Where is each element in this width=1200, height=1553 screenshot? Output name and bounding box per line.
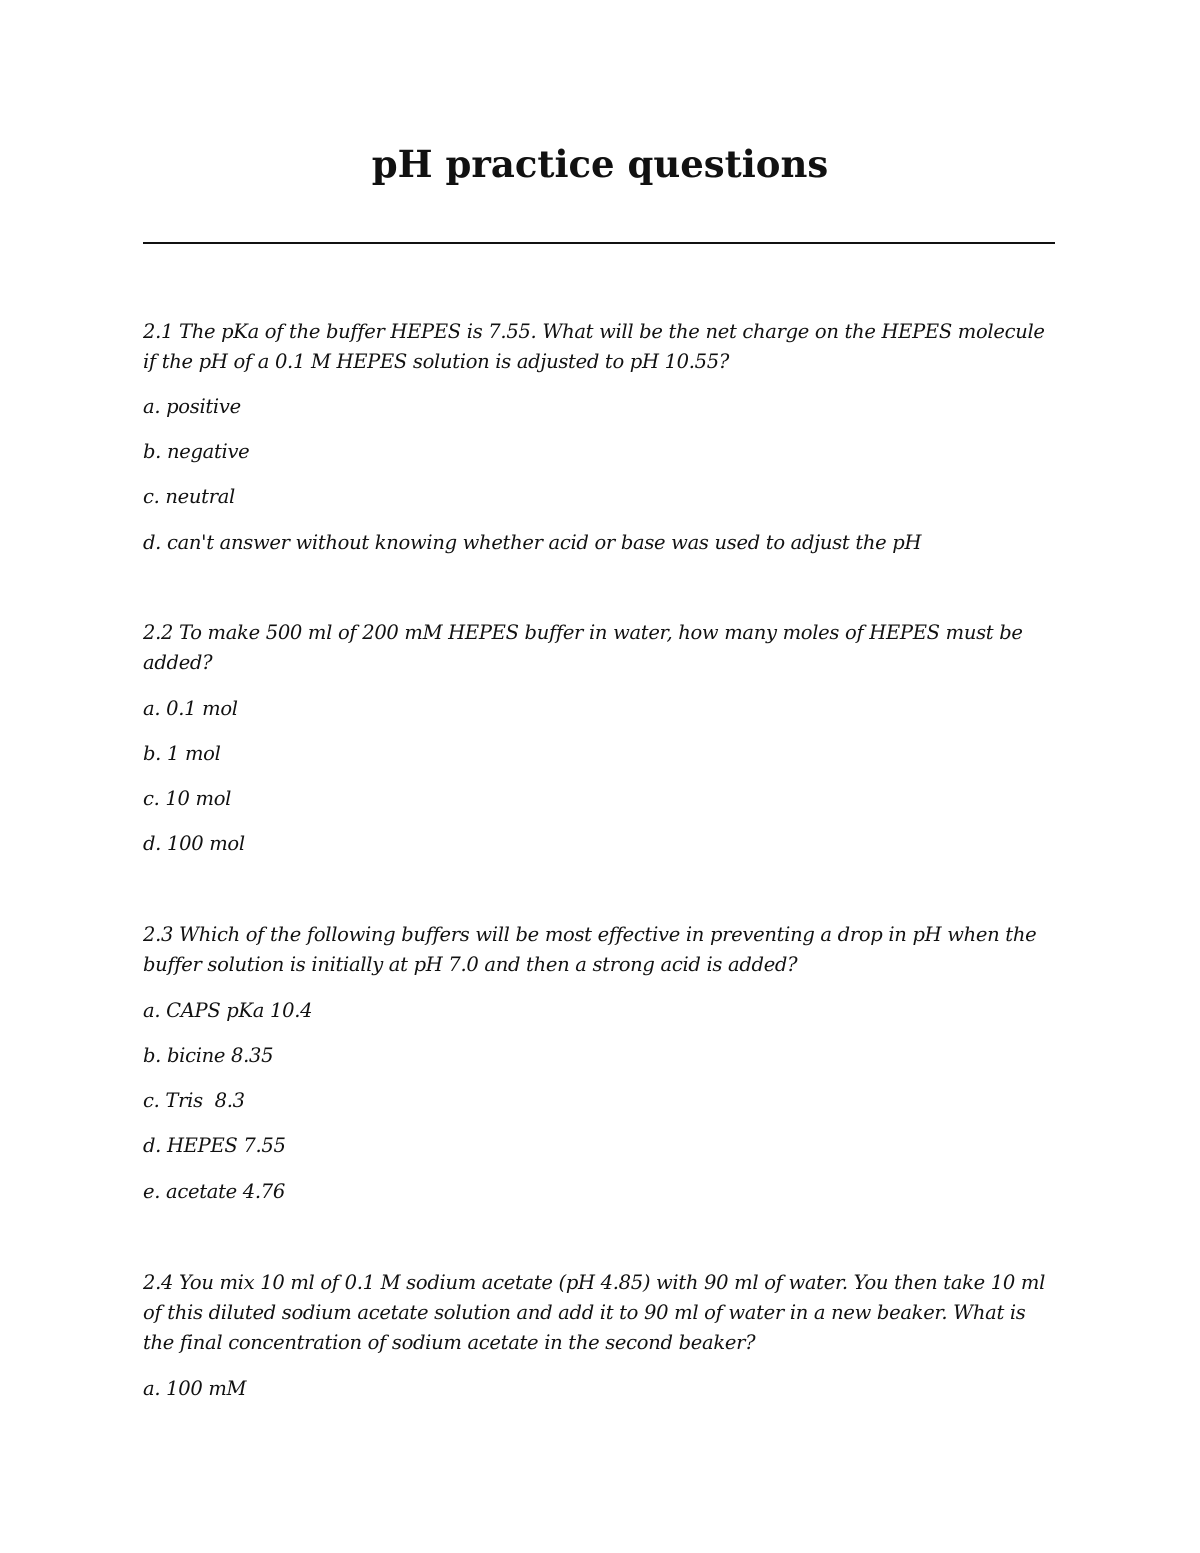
question-2-1-text: 2.1 The pKa of the buffer HEPES is 7.55. What will be the net charge on the HEPES molecule if the pH of a 0.1 M HEPES solution is adjusted to pH 10.55?	[143, 320, 1045, 373]
document-title: pH practice questions	[371, 142, 829, 186]
question-2-3-option-a: a. CAPS pKa 10.4	[143, 999, 313, 1022]
question-2-1-option-a: a. positive	[143, 395, 241, 418]
question-2-1-option-b: b. negative	[143, 440, 250, 463]
question-2-3-option-d: d. HEPES 7.55	[143, 1134, 286, 1157]
question-2-3-option-b: b. bicine 8.35	[143, 1044, 274, 1067]
question-2-2-option-c: c. 10 mol	[143, 787, 232, 810]
question-2-4-option-a: a. 100 mM	[143, 1377, 247, 1400]
question-2-2-text: 2.2 To make 500 ml of 200 mM HEPES buffer in water, how many moles of HEPES must be added?	[143, 621, 1023, 674]
question-2-2-option-a: a. 0.1 mol	[143, 697, 238, 720]
title-divider	[143, 242, 1055, 244]
question-2-4-text: 2.4 You mix 10 ml of 0.1 M sodium acetate (pH 4.85) with 90 ml of water. You then take 10 ml of this diluted sodium acetate solution and add it to 90 ml of water in a new beaker. What is the final concentration of sodium acetate in the second beaker?	[143, 1271, 1046, 1354]
question-2-3-text: 2.3 Which of the following buffers will be most effective in preventing a drop in pH when the buffer solution is initially at pH 7.0 and then a strong acid is added?	[143, 923, 1037, 976]
question-2-1-option-d: d. can't answer without knowing whether acid or base was used to adjust the pH	[143, 531, 922, 554]
question-2-2-option-b: b. 1 mol	[143, 742, 221, 765]
question-2-3-option-c: c. Tris 8.3	[143, 1089, 245, 1112]
question-2-2-option-d: d. 100 mol	[143, 832, 245, 855]
question-2-1-option-c: c. neutral	[143, 485, 235, 508]
question-2-3-option-e: e. acetate 4.76	[143, 1180, 285, 1203]
